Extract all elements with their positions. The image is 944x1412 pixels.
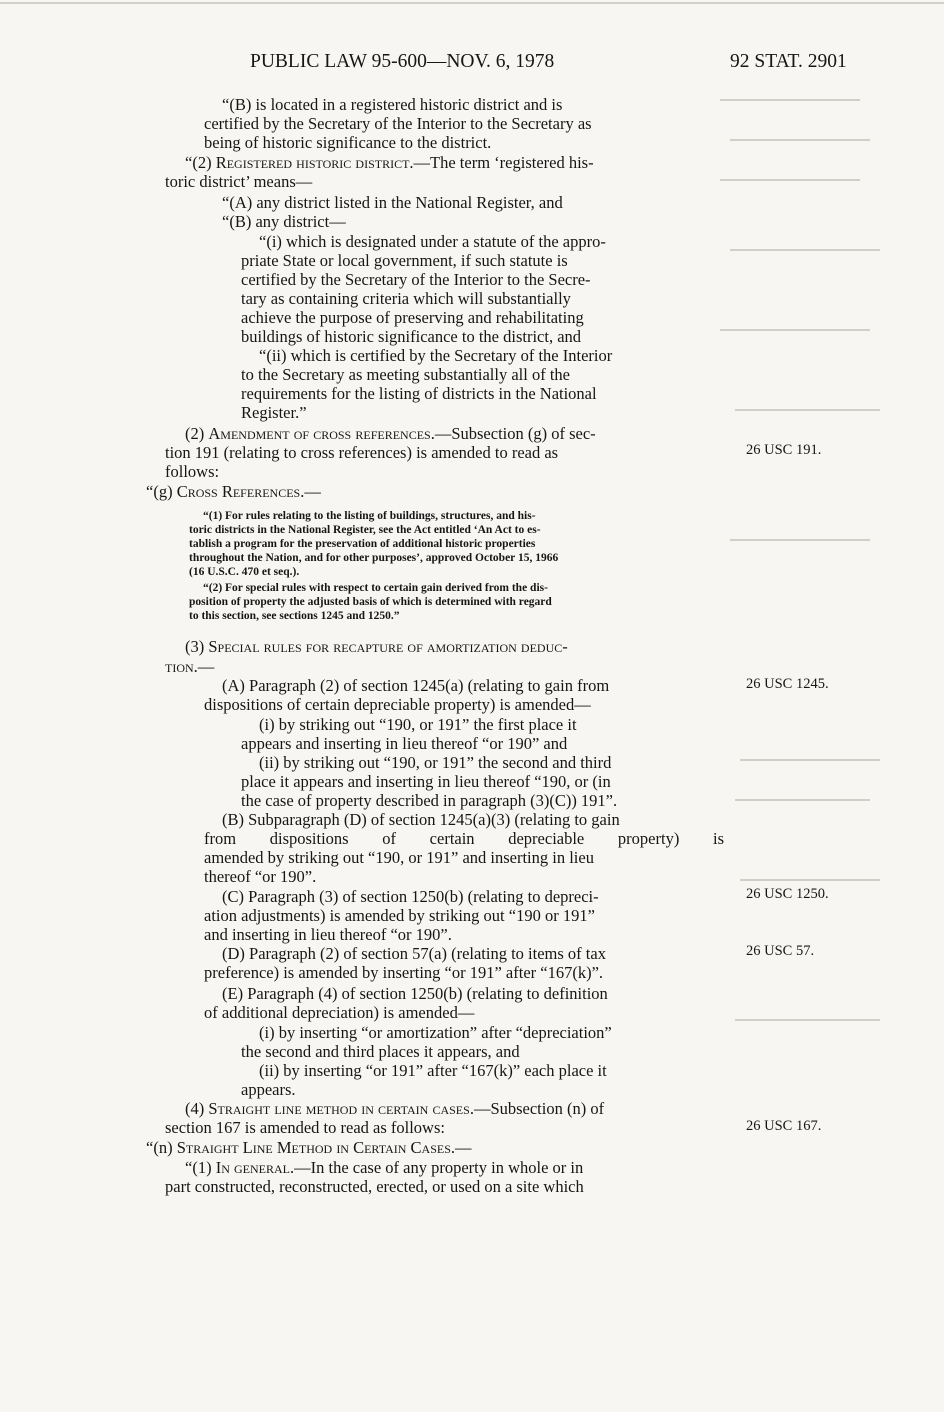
- text-line: “(B) is located in a registered historic district and is: [222, 95, 563, 114]
- margin-citation: 26 USC 57.: [746, 943, 815, 959]
- small-print-line: toric districts in the National Register, see the Act entitled ‘An Act to es-: [189, 524, 541, 536]
- text-line: the case of property described in paragraph (3)(C)) 191”.: [241, 791, 618, 810]
- text-line: requirements for the listing of districts in the National: [241, 384, 597, 403]
- text-line: ation adjustments) is amended by striking out “190 or 191”: [204, 906, 595, 925]
- section-heading: “(2) Registered historic district.—The term ‘registered his-: [185, 153, 594, 172]
- text-line: (ii) by striking out “190, or 191” the second and third: [259, 753, 612, 772]
- text-line: place it appears and inserting in lieu thereof “190, or (in: [241, 772, 611, 791]
- page-stat-number: 92 STAT. 2901: [730, 51, 847, 72]
- text-line: (C) Paragraph (3) of section 1250(b) (relating to depreci-: [222, 887, 599, 906]
- text-line: (A) Paragraph (2) of section 1245(a) (relating to gain from: [222, 676, 610, 695]
- text-line: appears.: [241, 1080, 296, 1099]
- text-line: to the Secretary as meeting substantially all of the: [241, 365, 570, 384]
- text-line: “(ii) which is certified by the Secretary of the Interior: [259, 346, 613, 365]
- text-line: “(B) any district—: [222, 212, 346, 231]
- small-print-line: (16 U.S.C. 470 et seq.).: [189, 566, 300, 578]
- text-line: amended by striking out “190, or 191” and inserting in lieu: [204, 848, 594, 867]
- text-line: preference) is amended by inserting “or 191” after “167(k)”.: [204, 963, 604, 982]
- margin-citation: 26 USC 191.: [746, 442, 822, 458]
- text-line: “(i) which is designated under a statute of the appro-: [259, 232, 606, 251]
- section-heading: (2) Amendment of cross references.—Subsection (g) of sec-: [185, 424, 596, 443]
- small-print-line: to this section, see sections 1245 and 1250.”: [189, 610, 400, 622]
- subsection-heading: “(g) Cross References.—: [146, 482, 321, 501]
- text-line: tion.—: [165, 657, 215, 676]
- text-line: “(A) any district listed in the National Register, and: [222, 193, 563, 212]
- text-line: achieve the purpose of preserving and rehabilitating: [241, 308, 584, 327]
- text-line: dispositions of certain depreciable property) is amended—: [204, 695, 591, 714]
- text-line: certified by the Secretary of the Interior to the Secretary as: [204, 114, 592, 133]
- text-line: tary as containing criteria which will substantially: [241, 289, 571, 308]
- text-line: from dispositions of certain depreciable property) is: [204, 829, 724, 848]
- text-line: Register.”: [241, 403, 307, 422]
- small-print-line: tablish a program for the preservation of additional historic properties: [189, 538, 536, 550]
- text-line: priate State or local government, if such statute is: [241, 251, 568, 270]
- text-line: (i) by striking out “190, or 191” the first place it: [259, 715, 577, 734]
- running-header: PUBLIC LAW 95-600—NOV. 6, 1978: [250, 51, 555, 72]
- text-line: of additional depreciation) is amended—: [204, 1003, 475, 1022]
- text-line: toric district’ means—: [165, 172, 313, 191]
- text-line: certified by the Secretary of the Interior to the Secre-: [241, 270, 591, 289]
- text-line: (B) Subparagraph (D) of section 1245(a)(3) (relating to gain: [222, 810, 620, 829]
- small-print-line: throughout the Nation, and for other purposes’, approved October 15, 1966: [189, 552, 559, 564]
- text-line: (D) Paragraph (2) of section 57(a) (relating to items of tax: [222, 944, 606, 963]
- margin-citation: 26 USC 167.: [746, 1118, 822, 1134]
- small-print-line: “(2) For special rules with respect to certain gain derived from the dis-: [203, 582, 548, 594]
- small-print-line: “(1) For rules relating to the listing of buildings, structures, and his-: [203, 510, 536, 522]
- text-line: tion 191 (relating to cross references) is amended to read as: [165, 443, 559, 462]
- small-print-line: position of property the adjusted basis of which is determined with regard: [189, 596, 552, 608]
- margin-citation: 26 USC 1245.: [746, 676, 829, 692]
- text-line: section 167 is amended to read as follows:: [165, 1118, 445, 1137]
- text-line: buildings of historic significance to the district, and: [241, 327, 582, 346]
- paragraph-heading: “(1) In general.—In the case of any property in whole or in: [185, 1158, 584, 1177]
- text-line: thereof “or 190”.: [204, 867, 317, 886]
- margin-citation: 26 USC 1250.: [746, 886, 829, 902]
- text-line: (ii) by inserting “or 191” after “167(k)” each place it: [259, 1061, 607, 1080]
- section-heading: (3) Special rules for recapture of amortization deduc-: [185, 637, 568, 656]
- text-line: and inserting in lieu thereof “or 190”.: [204, 925, 452, 944]
- text-line: appears and inserting in lieu thereof “or 190” and: [241, 734, 568, 753]
- text-line: (E) Paragraph (4) of section 1250(b) (relating to definition: [222, 984, 608, 1003]
- section-heading: (4) Straight line method in certain cases.—Subsection (n) of: [185, 1099, 605, 1118]
- subsection-heading: “(n) Straight Line Method in Certain Cases.—: [146, 1138, 472, 1157]
- text-line: follows:: [165, 462, 220, 481]
- text-line: the second and third places it appears, and: [241, 1042, 520, 1061]
- text-line: being of historic significance to the district.: [204, 133, 492, 152]
- text-line: (i) by inserting “or amortization” after “depreciation”: [259, 1023, 612, 1042]
- text-line: part constructed, reconstructed, erected, or used on a site which: [165, 1177, 584, 1196]
